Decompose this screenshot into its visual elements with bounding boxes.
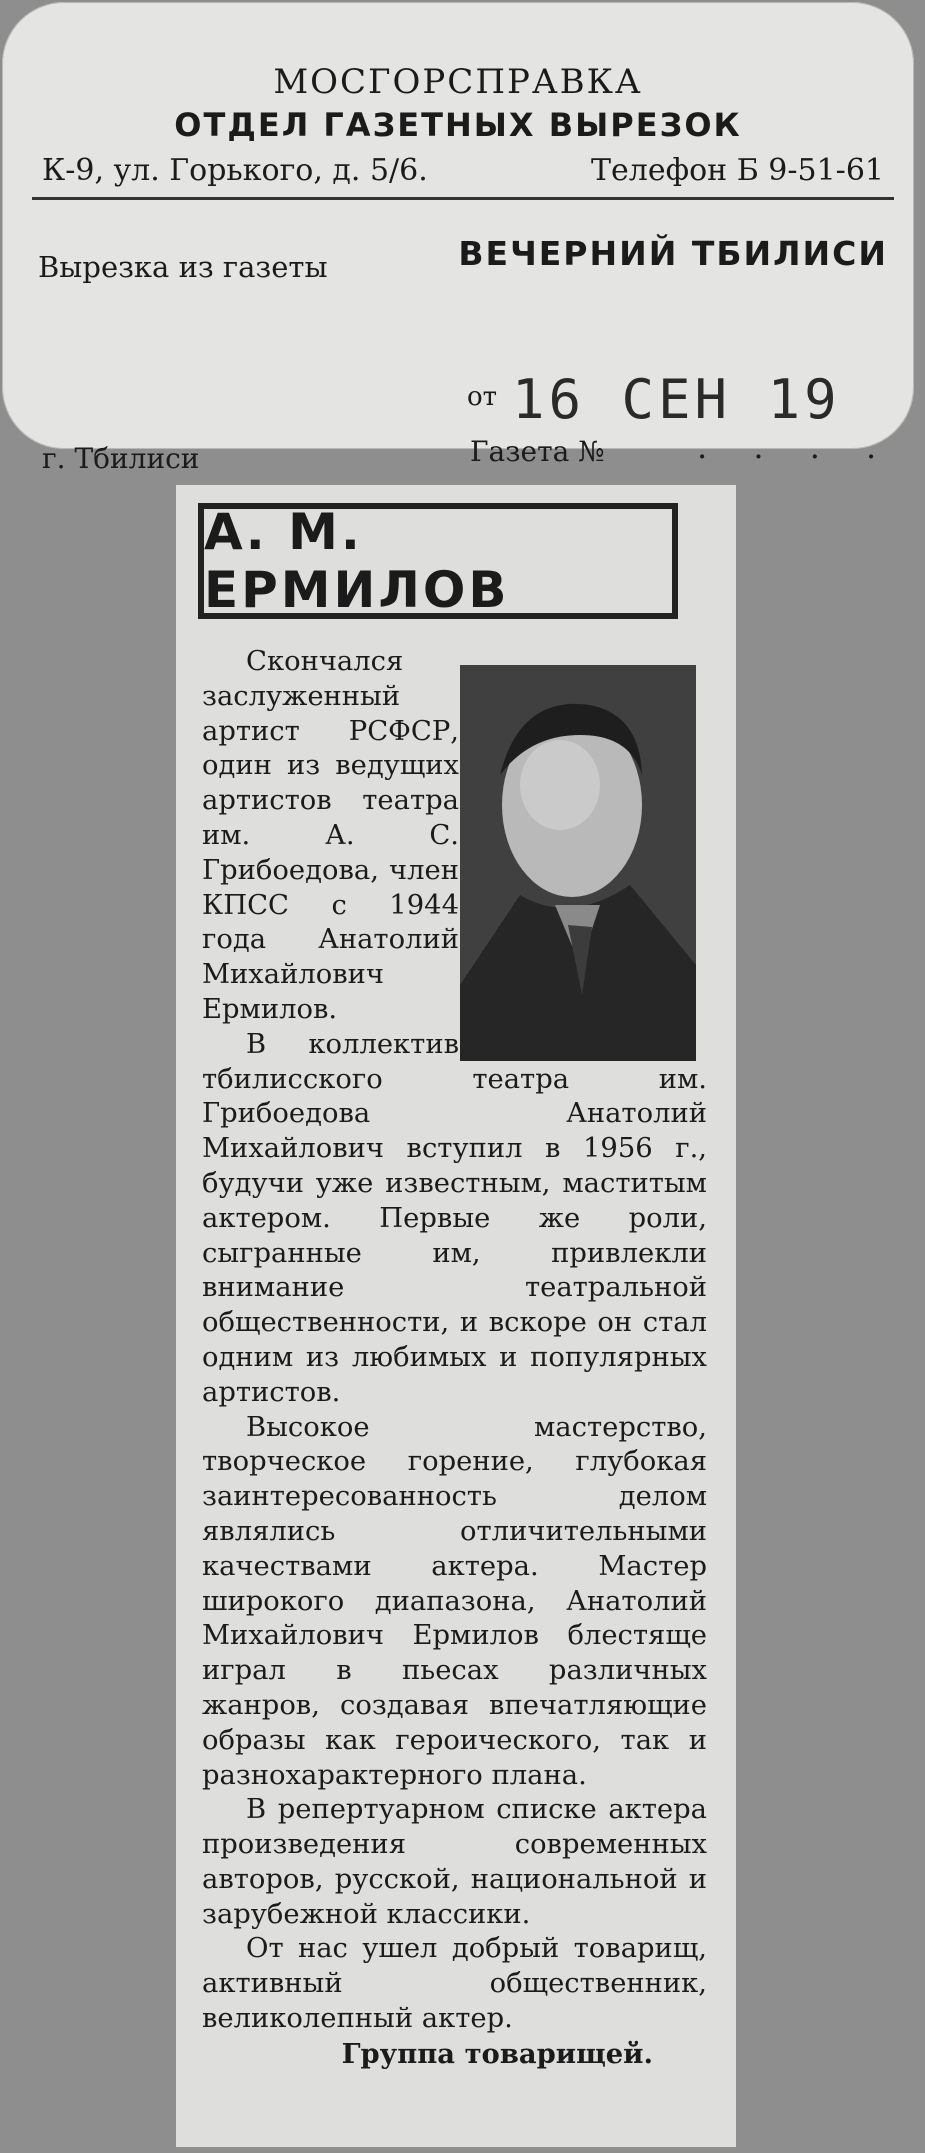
department-name: ОТДЕЛ ГАЗЕТНЫХ ВЫРЕЗОК — [174, 106, 742, 144]
org-name: МОСГОРСПРАВКА — [273, 62, 643, 102]
paragraph: Высокое мастерство, творческое горение, глубокая заинтересованность делом являлись отличительными качествами актера. Мастер широкого диапазона, Анатолий Михайлович Ермилов блестяще играл в пьесах различных жанров, создавая впечатляющие образы как героического, так и разнохарактерного плана. — [202, 1411, 707, 1791]
newspaper-clipping — [176, 485, 736, 2147]
signature: Группа товарищей. — [341, 2037, 653, 2070]
headline-box — [198, 503, 678, 619]
paragraph: В коллектив тбилисского театра им. Грибоедова Анатолий Михайлович вступил в 1956 г., будучи уже известным, маститым актером. Первые же роли, сыгранные им, привлекли внимание театральной общественности, и вскоре он стал одним из любимых и популярных артистов. — [202, 1028, 707, 1408]
paragraph: Скончался заслуженный артист РСФСР, один из ведущих артистов театра им. А. С. Грибоедова, член КПСС с 1944 года Анатолий Михайлович Ермилов. — [202, 646, 459, 1025]
from-label: от — [467, 382, 498, 412]
paragraph: От нас ушел добрый товарищ, активный общественник, великолепный актер. — [202, 1933, 707, 2035]
clipping-label: Вырезка из газеты — [38, 250, 328, 284]
divider — [32, 197, 894, 200]
newspaper-name: ВЕЧЕРНИЙ ТБИЛИСИ — [458, 234, 888, 273]
clipping-stamp-card — [2, 2, 914, 475]
gazeta-label: Газета № — [470, 435, 605, 468]
date-stamp: 16 СЕН 19 — [512, 368, 841, 431]
gazeta-number-dots: . . . . — [697, 428, 895, 466]
phone: Телефон Б 9-51-61 — [591, 153, 884, 188]
article-body — [202, 645, 707, 2072]
city-label: г. Тбилиси — [42, 442, 200, 475]
photo-spacer — [459, 645, 707, 1059]
address: К-9, ул. Горького, д. 5/6. — [42, 153, 428, 188]
paragraph: В репертуарном списке актера произведения современных авторов, русской, национальной и зарубежной классики. — [202, 1794, 707, 1930]
headline: А. М. ЕРМИЛОВ — [204, 503, 510, 619]
